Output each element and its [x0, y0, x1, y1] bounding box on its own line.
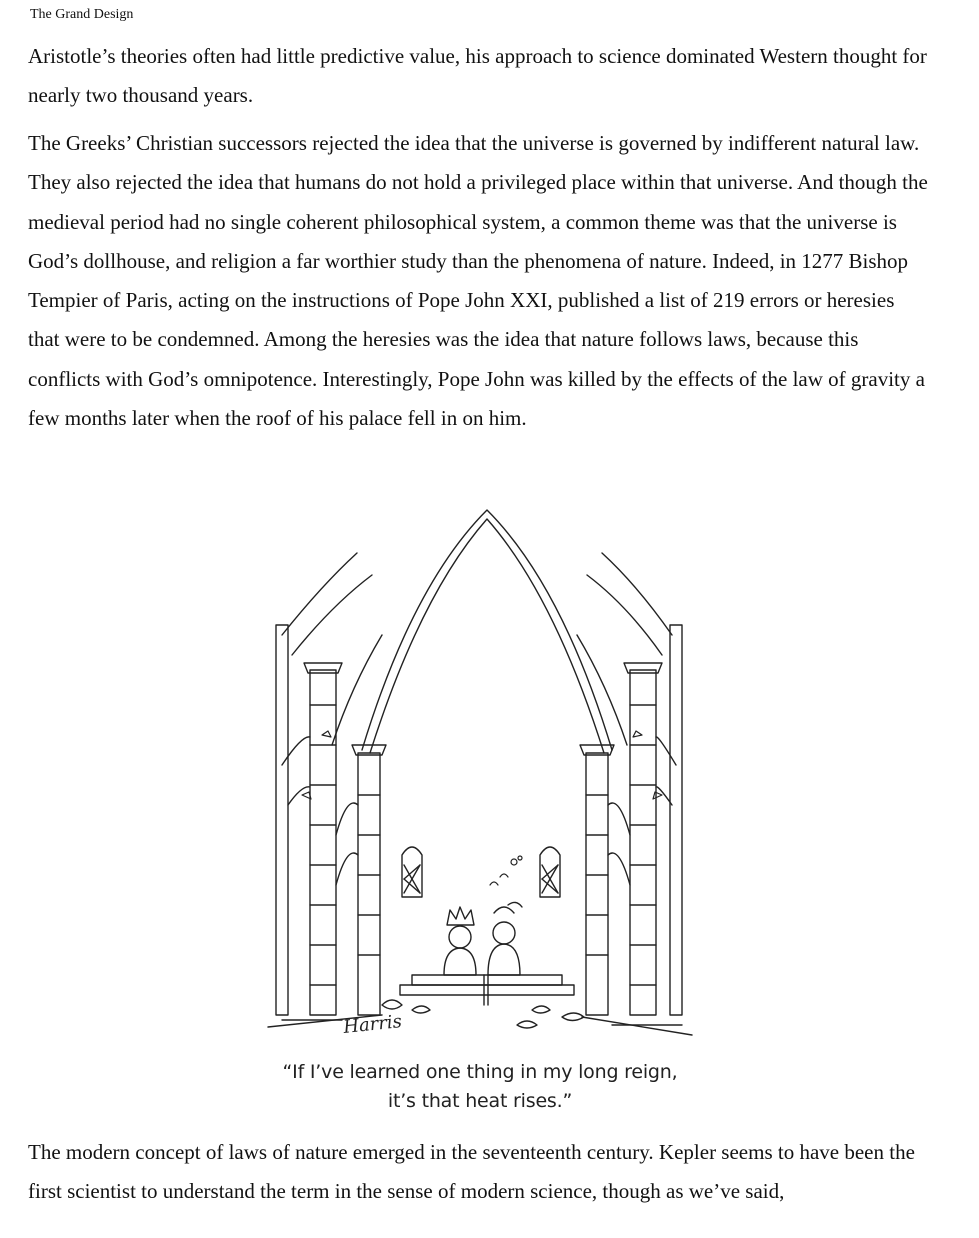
figure-caption-line-1: “If I’ve learned one thing in my long reign,	[282, 1061, 678, 1083]
right-outer-column	[624, 625, 682, 1015]
dais-and-floor	[268, 975, 692, 1035]
left-window	[402, 847, 422, 897]
crowned-figures	[444, 902, 522, 975]
figure-caption-line-2: it’s that heat rises.”	[387, 1090, 573, 1112]
right-window	[540, 847, 560, 897]
cartoon-illustration	[262, 505, 696, 1045]
paragraph-christian-successors: The Greeks’ Christian successors rejected the idea that the universe is governed by indifferent natural law. They also rejected the idea that humans do not hold a privileged place within that universe. And though the medieval period had no single coherent philosophical system, a common theme was that the universe is God’s dollhouse, and religion a far worthier study than the phenomena of nature. Indeed, in 1277 Bishop Tempier of Paris, acting on the instructions of Pope John XXI, published a list of 219 errors or heresies that were to be condemned. Among the heresies was the idea that nature follows laws, because this conflicts with God’s omnipotence. Interestingly, Pope John was killed by the effects of the law of gravity a few months later when the roof of his palace fell in on him.	[28, 131, 928, 431]
running-header: The Grand Design	[30, 7, 134, 22]
cartoonist-signature: Harris	[342, 1010, 403, 1038]
central-arch	[362, 510, 612, 750]
left-inner-column	[336, 745, 386, 1015]
paragraph-laws-of-nature: The modern concept of laws of nature emerged in the seventeenth century. Kepler seems to have been the first scientist to understand the term in the sense of modern science, though as we’ve said,	[28, 1140, 915, 1204]
left-outer-column	[276, 625, 342, 1015]
paragraph-aristotle: Aristotle’s theories often had little predictive value, his approach to science dominated Western thought for nearly two thousand years.	[28, 44, 927, 108]
right-inner-column	[580, 745, 630, 1015]
